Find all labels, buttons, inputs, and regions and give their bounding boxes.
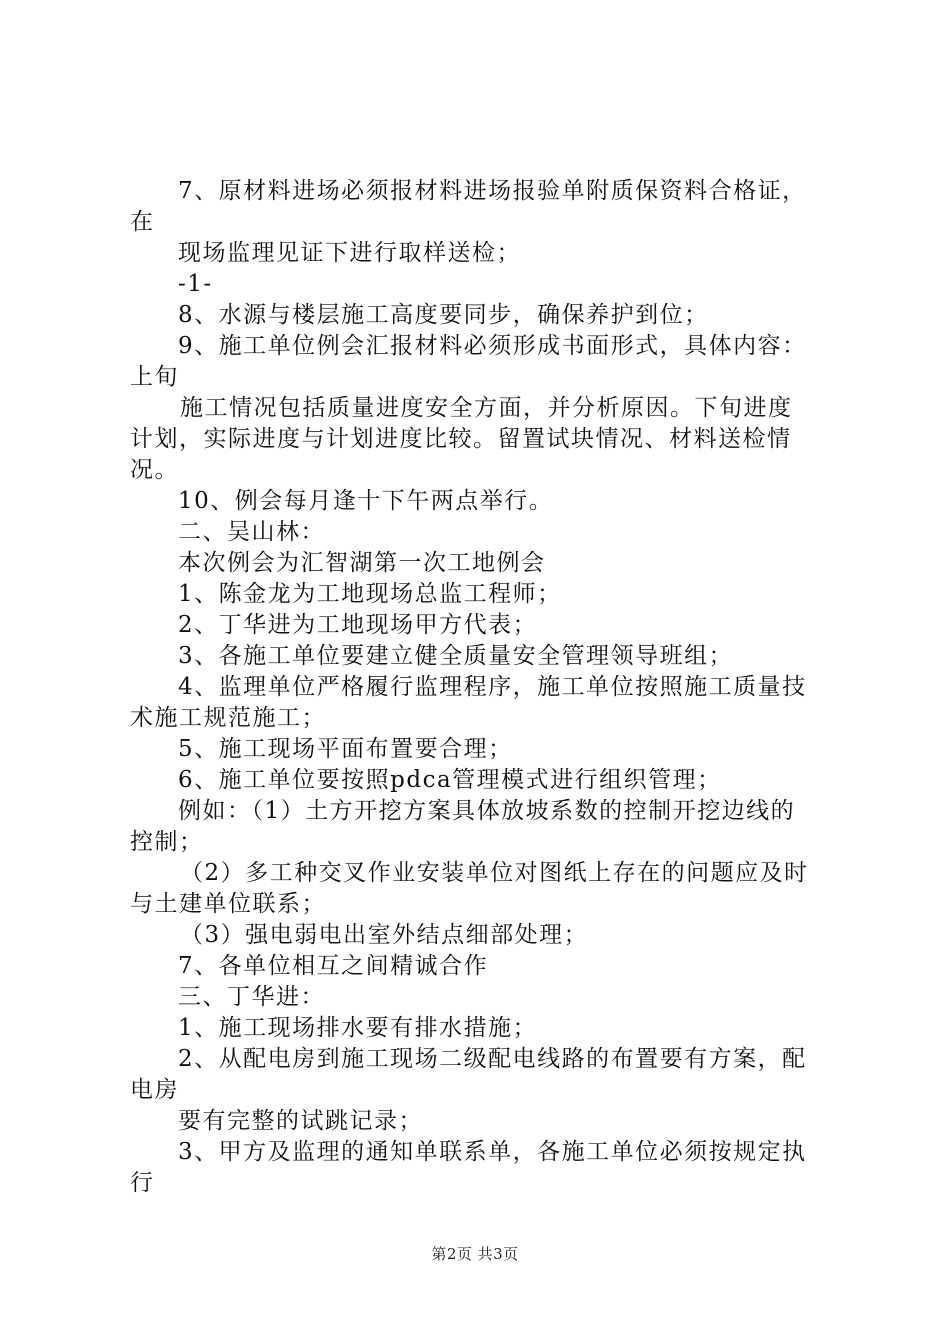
paragraph-line: 4、监理单位严格履行监理程序，施工单位按照施工质量技	[178, 674, 807, 700]
paragraph-line: 上旬	[130, 364, 179, 390]
paragraph-line: 与土建单位联系；	[130, 891, 326, 917]
page-footer: 第2页 共3页	[431, 1245, 519, 1263]
paragraph-line: 8、水源与楼层施工高度要同步，确保养护到位；	[178, 302, 709, 328]
paragraph-line: 行	[130, 1170, 155, 1196]
paragraph-line: 7、原材料进场必须报材料进场报验单附质保资料合格证，	[178, 178, 807, 204]
paragraph-line: 在	[130, 209, 155, 235]
paragraph-line: 7、各单位相互之间精诚合作	[178, 953, 489, 979]
section-heading: 二、吴山林：	[178, 519, 325, 545]
paragraph-line: 10、例会每月逢十下午两点举行。	[178, 488, 554, 514]
section-heading: 三、丁华进：	[178, 984, 325, 1010]
paragraph-line: 1、施工现场排水要有排水措施；	[178, 1015, 538, 1041]
document-body	[130, 176, 830, 1199]
paragraph-line: 例如：（1）土方开挖方案具体放坡系数的控制开挖边线的	[178, 798, 796, 824]
paragraph-line: 5、施工现场平面布置要合理；	[178, 736, 513, 762]
paragraph-line: 计划，实际进度与计划进度比较。留置试块情况、材料送检情	[130, 426, 792, 452]
paragraph-line: 施工情况包括质量进度安全方面，并分析原因。下旬进度	[180, 395, 793, 421]
paragraph-line: 3、甲方及监理的通知单联系单，各施工单位必须按规定执	[178, 1139, 807, 1165]
paragraph-line: 6、施工单位要按照pdca管理模式进行组织管理；	[178, 767, 722, 793]
paragraph-line: 控制；	[130, 829, 204, 855]
paragraph-line: 术施工规范施工；	[130, 705, 326, 731]
paragraph-line: （2）多工种交叉作业安装单位对图纸上存在的问题应及时	[180, 860, 809, 886]
paragraph-line: 1、陈金龙为工地现场总监工程师；	[178, 581, 562, 607]
paragraph-line: 要有完整的试跳记录；	[178, 1108, 423, 1134]
paragraph-line: （3）强电弱电出室外结点细部处理；	[180, 922, 589, 948]
paragraph-line: 况。	[130, 457, 179, 483]
page-marker: -1-	[178, 271, 213, 297]
paragraph-line: 3、各施工单位要建立健全质量安全管理领导班组；	[178, 643, 734, 669]
paragraph-line: 现场监理见证下进行取样送检；	[178, 240, 521, 266]
paragraph-line: 2、从配电房到施工现场二级配电线路的布置要有方案，配	[178, 1046, 807, 1072]
paragraph-line: 2、丁华进为工地现场甲方代表；	[178, 612, 538, 638]
paragraph-line: 电房	[130, 1077, 179, 1103]
paragraph-line: 本次例会为汇智湖第一次工地例会	[178, 550, 546, 576]
paragraph-line: 9、施工单位例会汇报材料必须形成书面形式，具体内容：	[178, 333, 807, 359]
